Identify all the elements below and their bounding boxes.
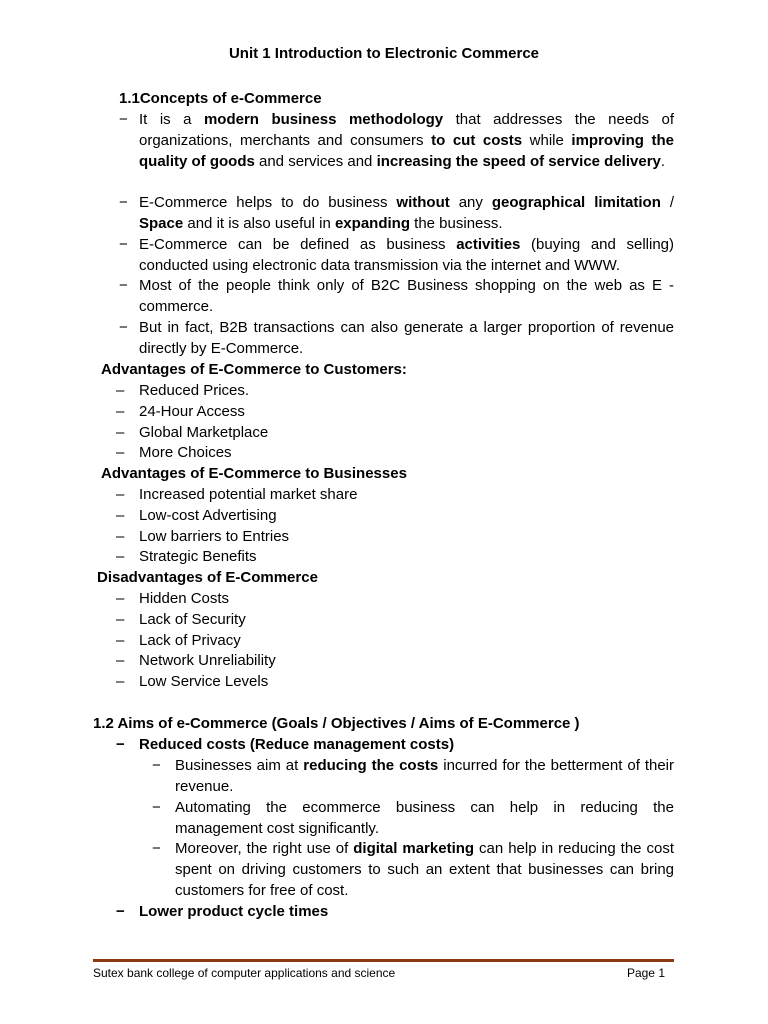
text-run: Moreover, the right use of	[175, 840, 354, 857]
list-item-text: Lack of Security	[139, 610, 246, 628]
list-item-text: Increased potential market share	[139, 486, 358, 503]
bold-text: without	[396, 194, 450, 211]
aim-lower-cycle-label: Lower product cycle times	[139, 903, 329, 920]
list-item-text: Network Unreliability	[139, 652, 276, 670]
bold-text: reducing the costs	[303, 757, 439, 774]
bold-text: improving the quality of goods	[139, 131, 674, 170]
footer-divider	[93, 959, 674, 962]
footer-page-number: Page 1	[626, 966, 665, 980]
bullet-marker: −	[119, 236, 128, 253]
list-item-text	[139, 193, 674, 235]
bold-text: Space	[139, 214, 184, 232]
list-item-text	[139, 235, 674, 277]
adv-business-heading: Advantages of E-Commerce to Businesses	[101, 465, 407, 482]
text-run: But in fact, B2B transactions can also generate a larger proportion of revenue directly by E-Commerce.	[139, 319, 674, 357]
list-item-text	[175, 839, 674, 901]
bold-text: digital marketing	[353, 840, 475, 857]
list-item-text: More Choices	[139, 444, 232, 462]
text-run: the business.	[409, 214, 503, 232]
list-item-text	[175, 798, 674, 840]
list-item-text	[175, 756, 674, 798]
bold-text: expanding	[334, 214, 410, 232]
document-title: Unit 1 Introduction to Electronic Commerce	[228, 45, 540, 62]
text-run: and it is also useful in	[183, 214, 335, 232]
bullet-marker: −	[119, 111, 128, 128]
bullet-marker: −	[119, 194, 128, 211]
list-item-text	[139, 318, 674, 360]
dash-marker: –	[116, 652, 125, 670]
dash-marker: –	[116, 486, 125, 503]
adv-customers-heading: Advantages of E-Commerce to Customers:	[101, 361, 407, 378]
text-run: (buying and selling) conducted using electronic data transmission via the internet and WWW.	[139, 236, 675, 274]
bold-text: increasing the speed of service delivery	[376, 152, 661, 170]
dash-marker: –	[116, 590, 125, 607]
dash-marker: –	[116, 527, 125, 545]
text-run: E-Commerce can be defined as business	[139, 236, 457, 253]
list-item-text: Low-cost Advertising	[139, 506, 277, 524]
text-run: It is a	[139, 111, 204, 128]
bullet-marker: −	[152, 840, 161, 857]
list-item-text: Low barriers to Entries	[139, 527, 290, 545]
dash-marker: –	[116, 444, 125, 462]
list-item-text: Strategic Benefits	[139, 548, 257, 566]
dash-marker: –	[116, 506, 125, 524]
list-item-text: Global Marketplace	[139, 423, 269, 441]
bold-text: activities	[456, 236, 521, 253]
section-1-1-heading: 1.1Concepts of e-Commerce	[119, 90, 322, 107]
list-item-text: 24-Hour Access	[139, 402, 245, 420]
text-run: Automating the ecommerce business can help in reducing the management cost significantly.	[175, 799, 674, 837]
dash-marker: –	[116, 673, 125, 691]
list-item-text	[139, 110, 674, 172]
text-run: while	[522, 131, 572, 149]
bold-text: geographical limitation	[491, 194, 661, 211]
text-run: can help in reducing the cost spent on driving customers to such an extent that businesses can bring customers for free of cost.	[175, 840, 674, 899]
text-run: E-Commerce helps to do business	[139, 194, 397, 211]
dash-marker: –	[116, 548, 125, 566]
dash-marker: –	[116, 423, 125, 441]
text-run: .	[660, 152, 666, 170]
bold-text: to cut costs	[431, 131, 523, 149]
text-run: incurred for the betterment of their revenue.	[175, 757, 675, 795]
dash-marker: –	[116, 402, 125, 420]
disadvantages-heading: Disadvantages of E-Commerce	[97, 569, 318, 586]
list-item-text	[139, 276, 674, 318]
footer-college: Sutex bank college of computer applications and science	[93, 966, 396, 980]
text-run: /	[660, 194, 674, 211]
text-run: any	[449, 194, 492, 211]
section-1-2-heading: 1.2 Aims of e-Commerce (Goals / Objectives / Aims of E-Commerce )	[93, 715, 580, 732]
bullet-marker: −	[152, 757, 161, 774]
list-item-text: Low Service Levels	[139, 673, 269, 691]
dash-marker: –	[116, 382, 125, 399]
bullet-marker: −	[116, 903, 125, 920]
text-run: and services and	[254, 152, 377, 170]
text-run: Most of the people think only of B2C Business shopping on the web as E - commerce.	[139, 277, 674, 315]
bullet-marker: −	[119, 319, 128, 336]
dash-marker: –	[116, 610, 125, 628]
list-item-text: Lack of Privacy	[139, 631, 241, 649]
text-run: Businesses aim at	[175, 757, 304, 774]
bold-text: modern business methodology	[203, 111, 444, 128]
list-item-text: Hidden Costs	[139, 590, 230, 607]
text-run: that addresses the needs of organizations, merchants and consumers	[139, 111, 674, 149]
aim-reduced-costs-label: Reduced costs (Reduce management costs)	[139, 736, 455, 753]
bullet-marker: −	[152, 799, 161, 816]
bullet-marker: −	[116, 736, 125, 753]
dash-marker: –	[116, 631, 125, 649]
bullet-marker: −	[119, 277, 128, 294]
list-item-text: Reduced Prices.	[139, 382, 250, 399]
